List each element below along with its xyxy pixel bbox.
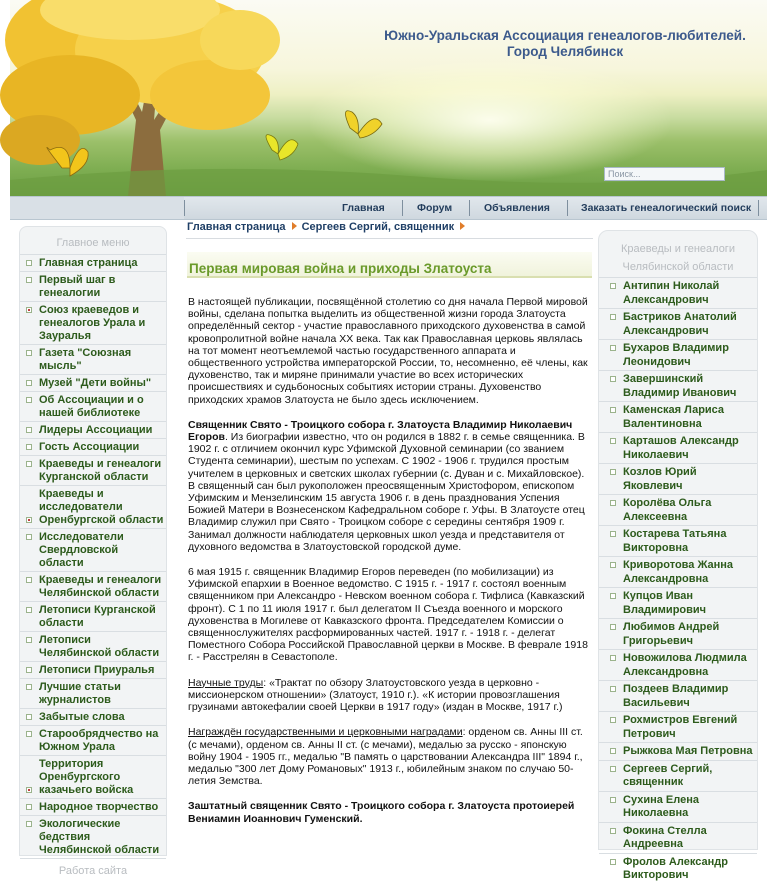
historian-name: Фокина Стелла Андреевна bbox=[623, 824, 707, 850]
historian-name: Бухаров Владимир Леонидович bbox=[623, 342, 729, 368]
historian-item[interactable] bbox=[599, 711, 757, 742]
nav-item-forum[interactable]: Форум bbox=[417, 202, 453, 214]
paragraph-label: Научные труды bbox=[188, 676, 264, 689]
square-bullet-icon bbox=[610, 562, 616, 568]
square-bullet-icon bbox=[26, 277, 32, 283]
historian-name: Поздеев Владимир Васильевич bbox=[623, 683, 729, 709]
historian-name: Карташов Александр Николаевич bbox=[623, 435, 739, 461]
historian-name: Любимов Андрей Григорьевич bbox=[623, 621, 720, 647]
expand-icon[interactable] bbox=[26, 517, 32, 523]
historian-name: Рохмистров Евгений Петрович bbox=[623, 714, 738, 740]
historian-item[interactable] bbox=[599, 760, 757, 791]
square-bullet-icon bbox=[26, 731, 32, 737]
square-bullet-icon bbox=[26, 397, 32, 403]
local-historians-menu bbox=[599, 277, 757, 884]
menu-item-label: Территория Оренбургского казачьего войска bbox=[39, 758, 134, 796]
paragraph-lead-bold: Священник Свято - Троицкого собора г. Златоуста Владимир Николаевич Егоров bbox=[188, 418, 573, 444]
menu-item-label: Музей "Дети войны" bbox=[39, 377, 152, 389]
nav-divider bbox=[469, 200, 470, 216]
menu-item-label: Забытые слова bbox=[39, 711, 125, 723]
square-bullet-icon bbox=[610, 500, 616, 506]
historian-item[interactable] bbox=[599, 853, 757, 884]
menu-item-label: Летописи Челябинской области bbox=[39, 634, 160, 659]
nav-item-home[interactable]: Главная bbox=[342, 202, 385, 214]
main-menu-item[interactable] bbox=[20, 571, 166, 601]
square-bullet-icon bbox=[610, 859, 616, 865]
menu-item-label: Исследователи Свердловской области bbox=[39, 531, 124, 569]
breadcrumb-home[interactable]: Главная страница bbox=[187, 221, 286, 233]
main-menu-item[interactable] bbox=[20, 708, 166, 725]
square-bullet-icon bbox=[610, 593, 616, 599]
historian-name: Бастриков Анатолий Александрович bbox=[623, 311, 737, 337]
historian-item[interactable] bbox=[599, 277, 757, 308]
square-bullet-icon bbox=[610, 766, 616, 772]
square-bullet-icon bbox=[610, 717, 616, 723]
historian-name: Сергеев Сергий, священник bbox=[623, 762, 713, 788]
historian-name: Рыжкова Мая Петровна bbox=[623, 745, 753, 757]
historian-name: Костарева Татьяна Викторовна bbox=[623, 528, 727, 554]
main-menu-item[interactable] bbox=[20, 601, 166, 631]
menu-item-label: Краеведы и исследователи Оренбургской области bbox=[39, 488, 164, 526]
square-bullet-icon bbox=[26, 667, 32, 673]
article-paragraph bbox=[188, 800, 592, 824]
historian-item[interactable] bbox=[599, 463, 757, 494]
historian-name: Каменская Лариса Валентиновна bbox=[623, 404, 725, 430]
top-navigation bbox=[10, 196, 767, 220]
historian-name: Сухина Елена Николаевна bbox=[623, 793, 699, 819]
square-bullet-icon bbox=[610, 345, 616, 351]
main-menu-item[interactable] bbox=[20, 678, 166, 708]
historian-item[interactable] bbox=[599, 587, 757, 618]
square-bullet-icon bbox=[610, 283, 616, 289]
menu-item-label: Краеведы и генеалоги Курганской области bbox=[39, 458, 162, 483]
square-bullet-icon bbox=[26, 350, 32, 356]
site-title bbox=[350, 28, 780, 60]
paragraph-lead-bold: Заштатный священник Свято - Троицкого собора г. Златоуста протоиерей Вениамин Иоаннович Гуменский. bbox=[188, 800, 575, 825]
square-bullet-icon bbox=[610, 438, 616, 444]
menu-item-label: Гость Ассоциации bbox=[39, 441, 140, 453]
butterfly-icon bbox=[345, 111, 382, 138]
square-bullet-icon bbox=[610, 828, 616, 834]
main-menu-item[interactable] bbox=[20, 344, 166, 374]
square-bullet-icon bbox=[26, 821, 32, 827]
square-bullet-icon bbox=[610, 624, 616, 630]
menu-item-label: Главная страница bbox=[39, 257, 138, 269]
main-menu-item[interactable] bbox=[20, 455, 166, 485]
square-bullet-icon bbox=[610, 531, 616, 537]
historian-name: Завершинский Владимир Иванович bbox=[623, 373, 737, 399]
square-bullet-icon bbox=[26, 427, 32, 433]
main-menu-title: Главное меню bbox=[56, 237, 130, 249]
article-body bbox=[188, 296, 592, 838]
breadcrumb-arrow-icon bbox=[460, 222, 465, 230]
menu-item-label: Об Ассоциации и о нашей библиотеке bbox=[39, 394, 144, 419]
menu-item-label: Газета "Союзная мысль" bbox=[39, 347, 132, 372]
menu-item-label: Народное творчество bbox=[39, 801, 159, 813]
article-paragraph: В настоящей публикации, посвящённой столетию со дня начала Первой мировой войны, сделана попытка выделить из общественной жизни города Златоуста определённый сектор - участие православного приходского духовенства в самой кровопролитной войне начала XX века. Так как Православная церковь являлась на тот момент неотъемлемой частью государственного аппарата и общественного устройства императорской России, то, несомненно, её члены, как духовенство, так и миряне принимали участие во всех исторических происшествиях и судьбоносных событиях истории страны. Духовенство приходских храмов Златоуста не было здесь исключением. bbox=[188, 296, 588, 406]
square-bullet-icon bbox=[26, 444, 32, 450]
right-sidebar bbox=[598, 230, 758, 881]
article-paragraph bbox=[188, 677, 592, 714]
site-work-title: Работа сайта bbox=[20, 858, 166, 880]
nav-divider bbox=[402, 200, 403, 216]
main-menu bbox=[20, 254, 166, 858]
square-bullet-icon bbox=[610, 376, 616, 382]
main-menu-item[interactable] bbox=[20, 485, 166, 528]
historian-item[interactable] bbox=[599, 742, 757, 760]
expand-icon[interactable] bbox=[26, 787, 32, 793]
paragraph-text: : «Трактат по обзору Златоустовского уезда в церковно - миссионерском отношении» (Златоуст, 1910 г.). «К истории провозглашения грузинами автокефалии своей Церкви в 1917 году» (издан в Москве, 1917 г.) bbox=[188, 676, 563, 714]
nav-left-spacer bbox=[10, 197, 184, 219]
menu-item-label: Летописи Приуралья bbox=[39, 664, 155, 676]
historian-name: Купцов Иван Владимирович bbox=[623, 590, 707, 616]
breadcrumb bbox=[187, 221, 470, 233]
square-bullet-icon bbox=[26, 637, 32, 643]
main-menu-item[interactable] bbox=[20, 438, 166, 455]
historian-item[interactable] bbox=[599, 556, 757, 587]
historian-item[interactable] bbox=[599, 680, 757, 711]
main-menu-item[interactable] bbox=[20, 528, 166, 571]
main-menu-item[interactable] bbox=[20, 391, 166, 421]
main-menu-item[interactable] bbox=[20, 254, 166, 271]
square-bullet-icon bbox=[26, 461, 32, 467]
square-bullet-icon bbox=[610, 797, 616, 803]
menu-item-label: Старообрядчество на Южном Урала bbox=[39, 728, 159, 753]
menu-item-label: Краеведы и генеалоги Челябинской области bbox=[39, 574, 162, 599]
site-title-line1: Южно-Уральская Ассоциация генеалогов-любителей. bbox=[384, 28, 746, 43]
main-menu-item[interactable] bbox=[20, 374, 166, 391]
historian-name: Королёва Ольга Алексеевна bbox=[623, 497, 712, 523]
historian-item[interactable] bbox=[599, 822, 757, 853]
menu-item-label: Лучшие статьи журналистов bbox=[39, 681, 121, 706]
square-bullet-icon bbox=[610, 407, 616, 413]
article-paragraph bbox=[188, 419, 592, 553]
square-bullet-icon bbox=[610, 686, 616, 692]
square-bullet-icon bbox=[26, 380, 32, 386]
square-bullet-icon bbox=[26, 534, 32, 540]
square-bullet-icon bbox=[26, 607, 32, 613]
article-paragraph: 6 мая 1915 г. священник Владимир Егоров переведен (по мобилизации) из Уфимской епархии в Военное ведомство. С 1915 г. - 1917 г. состоял военным священником при Александро - Невском военном собора г. Тифлиса (Кавказский фронт). С 1 по 11 июля 1917 г. был делегатом II Съезда военного и морского духовенства в Могилеве от Кавказского фронта. Председателем Комиссии о священнослужителях расформированных частей. 1917 г. - 1918 г. - делегат Поместного Собора Российской Православной церкви в Москве. В феврале 1918 г. - Расстрелян в Севастополе. bbox=[188, 566, 588, 664]
main-menu-item[interactable] bbox=[20, 661, 166, 678]
breadcrumb-arrow-icon bbox=[292, 222, 297, 230]
historian-item[interactable] bbox=[599, 432, 757, 463]
main-menu-item[interactable] bbox=[20, 301, 166, 344]
historian-item[interactable] bbox=[599, 308, 757, 339]
menu-item-label: Лидеры Ассоциации bbox=[39, 424, 153, 436]
search-input[interactable] bbox=[604, 167, 725, 181]
left-sidebar bbox=[19, 226, 167, 877]
breadcrumb-divider bbox=[186, 238, 593, 239]
menu-item-label: Летописи Курганской области bbox=[39, 604, 156, 629]
breadcrumb-current[interactable]: Сергеев Сергий, священник bbox=[301, 221, 455, 233]
main-menu-item[interactable] bbox=[20, 815, 166, 858]
main-menu-item[interactable] bbox=[20, 798, 166, 815]
historian-item[interactable] bbox=[599, 525, 757, 556]
square-bullet-icon bbox=[26, 714, 32, 720]
main-menu-item[interactable] bbox=[20, 421, 166, 438]
menu-item-label: Первый шаг в генеалогии bbox=[39, 274, 116, 299]
nav-divider bbox=[758, 200, 759, 216]
main-menu-item[interactable] bbox=[20, 755, 166, 798]
nav-divider bbox=[184, 200, 185, 216]
article-title: Первая мировая война и приходы Златоуста bbox=[187, 252, 592, 278]
main-menu-item[interactable] bbox=[20, 725, 166, 755]
article-paragraph bbox=[188, 726, 592, 787]
square-bullet-icon bbox=[610, 469, 616, 475]
square-bullet-icon bbox=[26, 577, 32, 583]
square-bullet-icon bbox=[610, 314, 616, 320]
nav-item-order-search[interactable]: Заказать генеалогический поиск bbox=[581, 202, 752, 214]
historian-item[interactable] bbox=[599, 494, 757, 525]
menu-item-label: Экологические бедствия Челябинской области bbox=[39, 818, 160, 856]
butterfly-icon bbox=[266, 135, 298, 160]
site-header bbox=[10, 0, 767, 196]
main-menu-item[interactable] bbox=[20, 271, 166, 301]
paragraph-label: Награждён государственными и церковными наградами bbox=[188, 726, 463, 739]
historian-name: Криворотова Жанна Александровна bbox=[623, 559, 734, 585]
nav-item-announcements[interactable]: Объявления bbox=[484, 202, 550, 214]
square-bullet-icon bbox=[26, 804, 32, 810]
historian-name: Антипин Николай Александрович bbox=[623, 280, 720, 306]
square-bullet-icon bbox=[610, 748, 616, 754]
historian-name: Козлов Юрий Яковлевич bbox=[623, 466, 697, 492]
historian-item[interactable] bbox=[599, 791, 757, 822]
historian-item[interactable] bbox=[599, 370, 757, 401]
historian-name: Новожилова Людмила Александровна bbox=[623, 652, 747, 678]
paragraph-text: . Из биографии известно, что он родился в 1882 г. в семье священника. В 1902 г. с отличием окончил курс Уфимской Духовной семинарии (со званием Студента семинарии), шестым по успехам. С 1902 - 1906 г. трудился простым учителем в церковных и светских школах губернии (с. Дуван и с. Михайловское). В священный сан был рукоположен преосвященным Христофором, епископом Уфимским и Мензелинским 15 августа 1906 г. в день празднования Успения Божией Матери в Вознесенском Кафедральном соборе г. Уфы. В Златоусте отец Владимир служил при Свято - Троицком соборе с середины сентября 1909 г. Занимал должности наблюдателя церковных школ уезда и представителя от духовного ведомства в Златоустовской городской думе. bbox=[188, 431, 585, 553]
local-historians-title: Краеведы и генеалоги Челябинской области bbox=[621, 243, 735, 273]
historian-item[interactable] bbox=[599, 649, 757, 680]
main-menu-item[interactable] bbox=[20, 631, 166, 661]
historian-item[interactable] bbox=[599, 339, 757, 370]
square-bullet-icon bbox=[26, 684, 32, 690]
historian-item[interactable] bbox=[599, 618, 757, 649]
square-bullet-icon bbox=[26, 260, 32, 266]
site-title-line2: Город Челябинск bbox=[506, 44, 624, 59]
historian-name: Фролов Александр Викторович bbox=[623, 855, 728, 881]
paragraph-text: : орденом св. Анны III ст. (с мечами), орденом св. Анны II ст. (с мечами), медалью за русско - японскую войну 1904 - 1905 гг., медалью "В память о царствовании Александра III" 1894 г., медалью "300 лет Дому Романовых" 1913 г., юбилейным знаком по случаю 50-летия Земства. bbox=[188, 726, 583, 788]
expand-icon[interactable] bbox=[26, 307, 32, 313]
square-bullet-icon bbox=[610, 655, 616, 661]
historian-item[interactable] bbox=[599, 401, 757, 432]
menu-item-label: Союз краеведов и генеалогов Урала и Зауралья bbox=[39, 304, 146, 342]
nav-divider bbox=[567, 200, 568, 216]
